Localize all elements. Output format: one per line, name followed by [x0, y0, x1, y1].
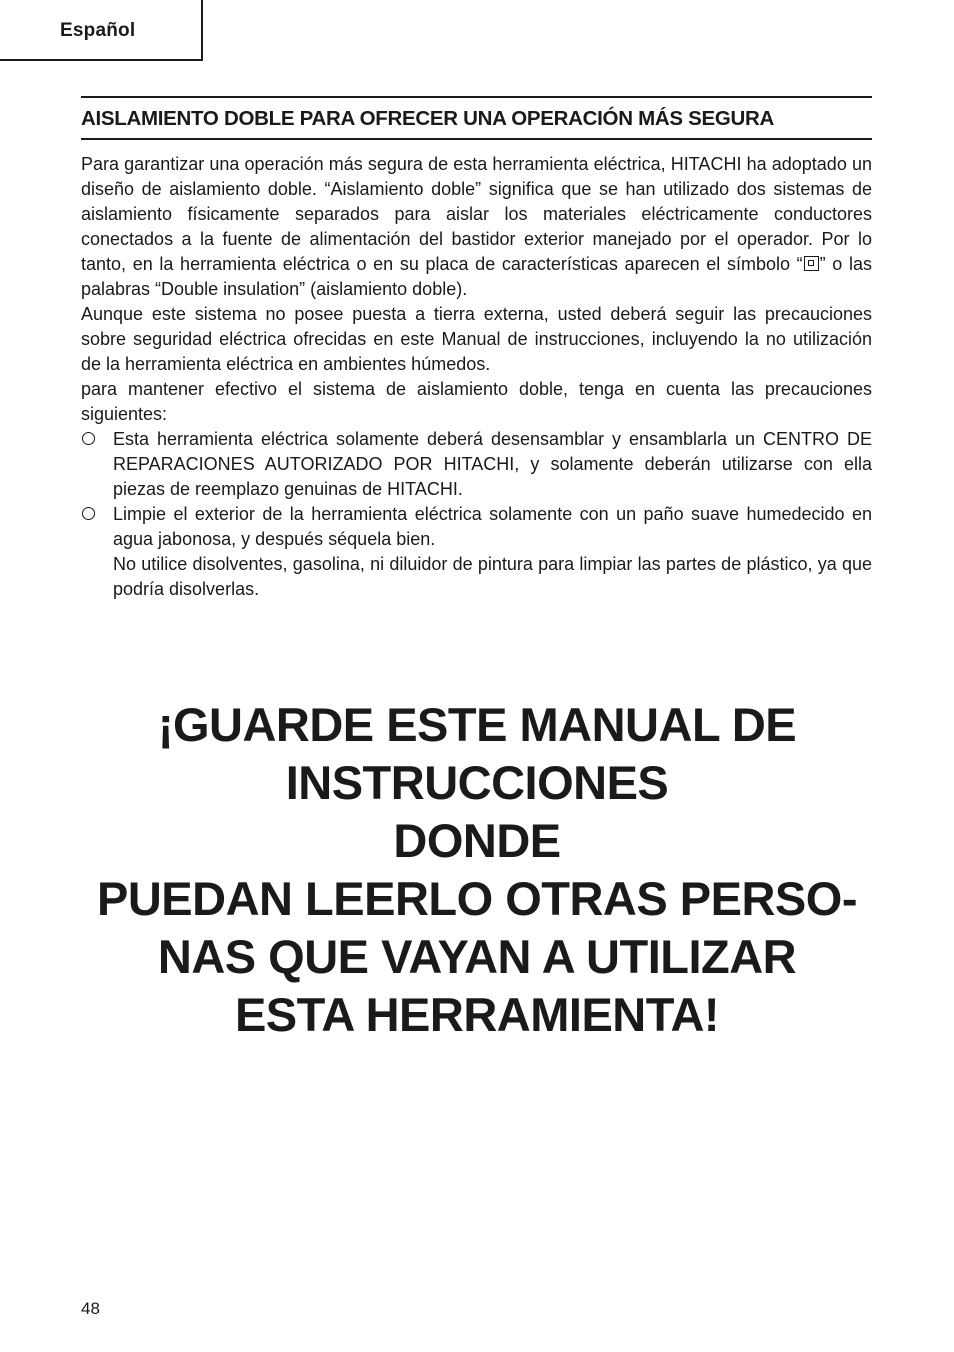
double-insulation-icon: [804, 256, 819, 271]
intro-text-part1: Para garantizar una operación más segura de esta herramienta eléctrica, HITACHI ha adoptado un diseño de aislamiento doble. “Aislamiento doble” significa que se han utilizado dos sistemas de aislamiento físicamente separados para aislar los materiales eléctricamente conductores conectados a la fuente de alimentación del bastidor exterior manejado por el operador. Por lo tanto, en la herramienta eléctrica o en su placa de características aparecen el símbolo “: [81, 154, 872, 274]
language-tab: [0, 0, 203, 61]
circle-bullet-icon: [82, 432, 95, 445]
grounding-paragraph: Aunque este sistema no posee puesta a tierra externa, usted deberá seguir las precauciones sobre seguridad eléctrica ofrecidas en este Manual de instrucciones, incluyendo la no utilización de la herramienta eléctrica en ambientes húmedos.: [81, 304, 872, 374]
list-item: [81, 427, 872, 502]
precautions-paragraph: para mantener efectivo el sistema de aislamiento doble, tenga en cuenta las precauciones siguientes:: [81, 379, 872, 424]
notice-line: ¡GUARDE ESTE MANUAL DE: [157, 698, 797, 751]
notice-line: NAS QUE VAYAN A UTILIZAR: [157, 930, 797, 983]
notice-line: DONDE: [393, 814, 561, 867]
page-number: 48: [81, 1299, 100, 1318]
bullet-extra-text: No utilice disolventes, gasolina, ni diluidor de pintura para limpiar las partes de plástico, ya que podría disolverlas.: [113, 554, 872, 599]
section-heading: AISLAMIENTO DOBLE PARA OFRECER UNA OPERACIÓN MÁS SEGURA: [81, 96, 872, 140]
save-manual-notice: [40, 696, 914, 1044]
notice-line: INSTRUCCIONES: [285, 756, 669, 809]
intro-text-part2: ” o las palabras “Double insulation” (aislamiento doble).: [81, 254, 872, 299]
notice-line: PUEDAN LEERLO OTRAS PERSO-: [97, 872, 857, 925]
bullet-text: Limpie el exterior de la herramienta eléctrica solamente con un paño suave humedecido en agua jabonosa, y después séquela bien.: [113, 504, 872, 549]
double-insulation-section: [81, 96, 872, 602]
language-label: Español: [60, 20, 136, 41]
notice-line: ESTA HERRAMIENTA!: [234, 988, 720, 1041]
bullet-text: Esta herramienta eléctrica solamente deberá desensamblar y ensamblarla un CENTRO DE REPARACIONES AUTORIZADO POR HITACHI, y solamente deberán utilizarse con ella piezas de reemplazo genuinas de HITACHI.: [113, 429, 872, 499]
circle-bullet-icon: [82, 507, 95, 520]
intro-paragraph: [81, 152, 872, 302]
list-item: [81, 502, 872, 602]
